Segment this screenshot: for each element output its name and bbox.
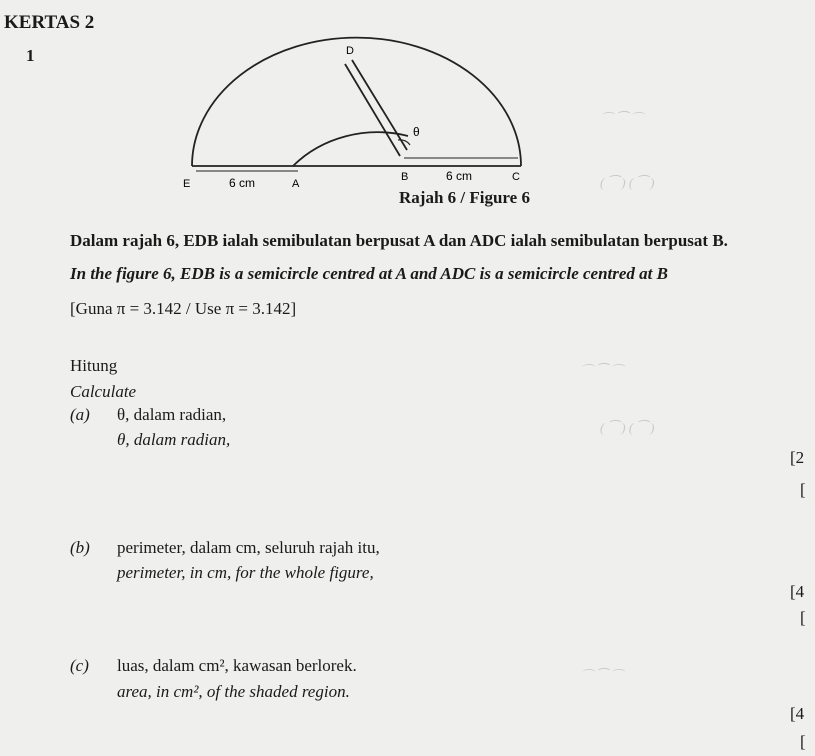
bleed-through: ⌒ ⁀ ⌒ bbox=[580, 668, 623, 683]
statement-malay: Dalam rajah 6, EDB ialah semibulatan berpusat A dan ADC ialah semibulatan berpusat B. bbox=[70, 231, 728, 250]
part-a-marks-en: [ bbox=[800, 480, 806, 499]
semicircle-adc bbox=[192, 38, 521, 166]
part-b-malay: perimeter, dalam cm, seluruh rajah itu, bbox=[117, 538, 380, 557]
bleed-through: ⌒ ⁀ ⌒ bbox=[600, 111, 643, 126]
part-a-marks: [2 bbox=[790, 448, 805, 467]
part-b-marks: [4 bbox=[790, 582, 805, 601]
part-a-malay: θ, dalam radian, bbox=[117, 405, 227, 424]
part-c-marks: [4 bbox=[790, 704, 805, 723]
bleed-through: ⌒ ⁀ ⌒ bbox=[580, 363, 623, 378]
label-C: C bbox=[512, 171, 520, 183]
label-theta: θ bbox=[413, 125, 420, 139]
use-pi-note: [Guna π = 3.142 / Use π = 3.142] bbox=[70, 299, 297, 318]
part-b-english: perimeter, in cm, for the whole figure, bbox=[117, 563, 374, 582]
dim-label-right: 6 cm bbox=[446, 169, 473, 183]
semicircle-edb bbox=[293, 132, 408, 166]
dim-label-left: 6 cm bbox=[229, 176, 256, 190]
bleed-through: ( ⁀ ) ( ⁀ ) bbox=[600, 175, 655, 190]
part-c-label: (c) bbox=[70, 656, 89, 675]
calculate-english: Calculate bbox=[70, 382, 137, 401]
bleed-through: ( ⁀ ) ( ⁀ ) bbox=[600, 420, 655, 435]
calculate-malay: Hitung bbox=[70, 356, 118, 375]
question-number: 1 bbox=[26, 46, 35, 65]
label-B: B bbox=[401, 171, 409, 183]
part-c-english: area, in cm², of the shaded region. bbox=[117, 682, 350, 701]
part-b-label: (b) bbox=[70, 538, 90, 557]
part-a-label: (a) bbox=[70, 405, 90, 424]
label-A: A bbox=[292, 178, 300, 190]
part-b-marks-en: [ bbox=[800, 608, 806, 627]
figure-6-diagram bbox=[0, 0, 815, 215]
label-D: D bbox=[346, 45, 354, 57]
figure-caption: Rajah 6 / Figure 6 bbox=[399, 188, 530, 207]
paper-title: KERTAS 2 bbox=[4, 12, 95, 33]
part-c-marks-en: [ bbox=[800, 732, 806, 751]
chord-db bbox=[352, 60, 407, 150]
part-c-malay: luas, dalam cm², kawasan berlorek. bbox=[117, 656, 357, 675]
label-E: E bbox=[183, 178, 191, 190]
part-a-english: θ, dalam radian, bbox=[117, 430, 231, 449]
statement-english: In the figure 6, EDB is a semicircle centred at A and ADC is a semicircle centred at B bbox=[70, 264, 668, 283]
chord-db-inner bbox=[345, 64, 400, 156]
